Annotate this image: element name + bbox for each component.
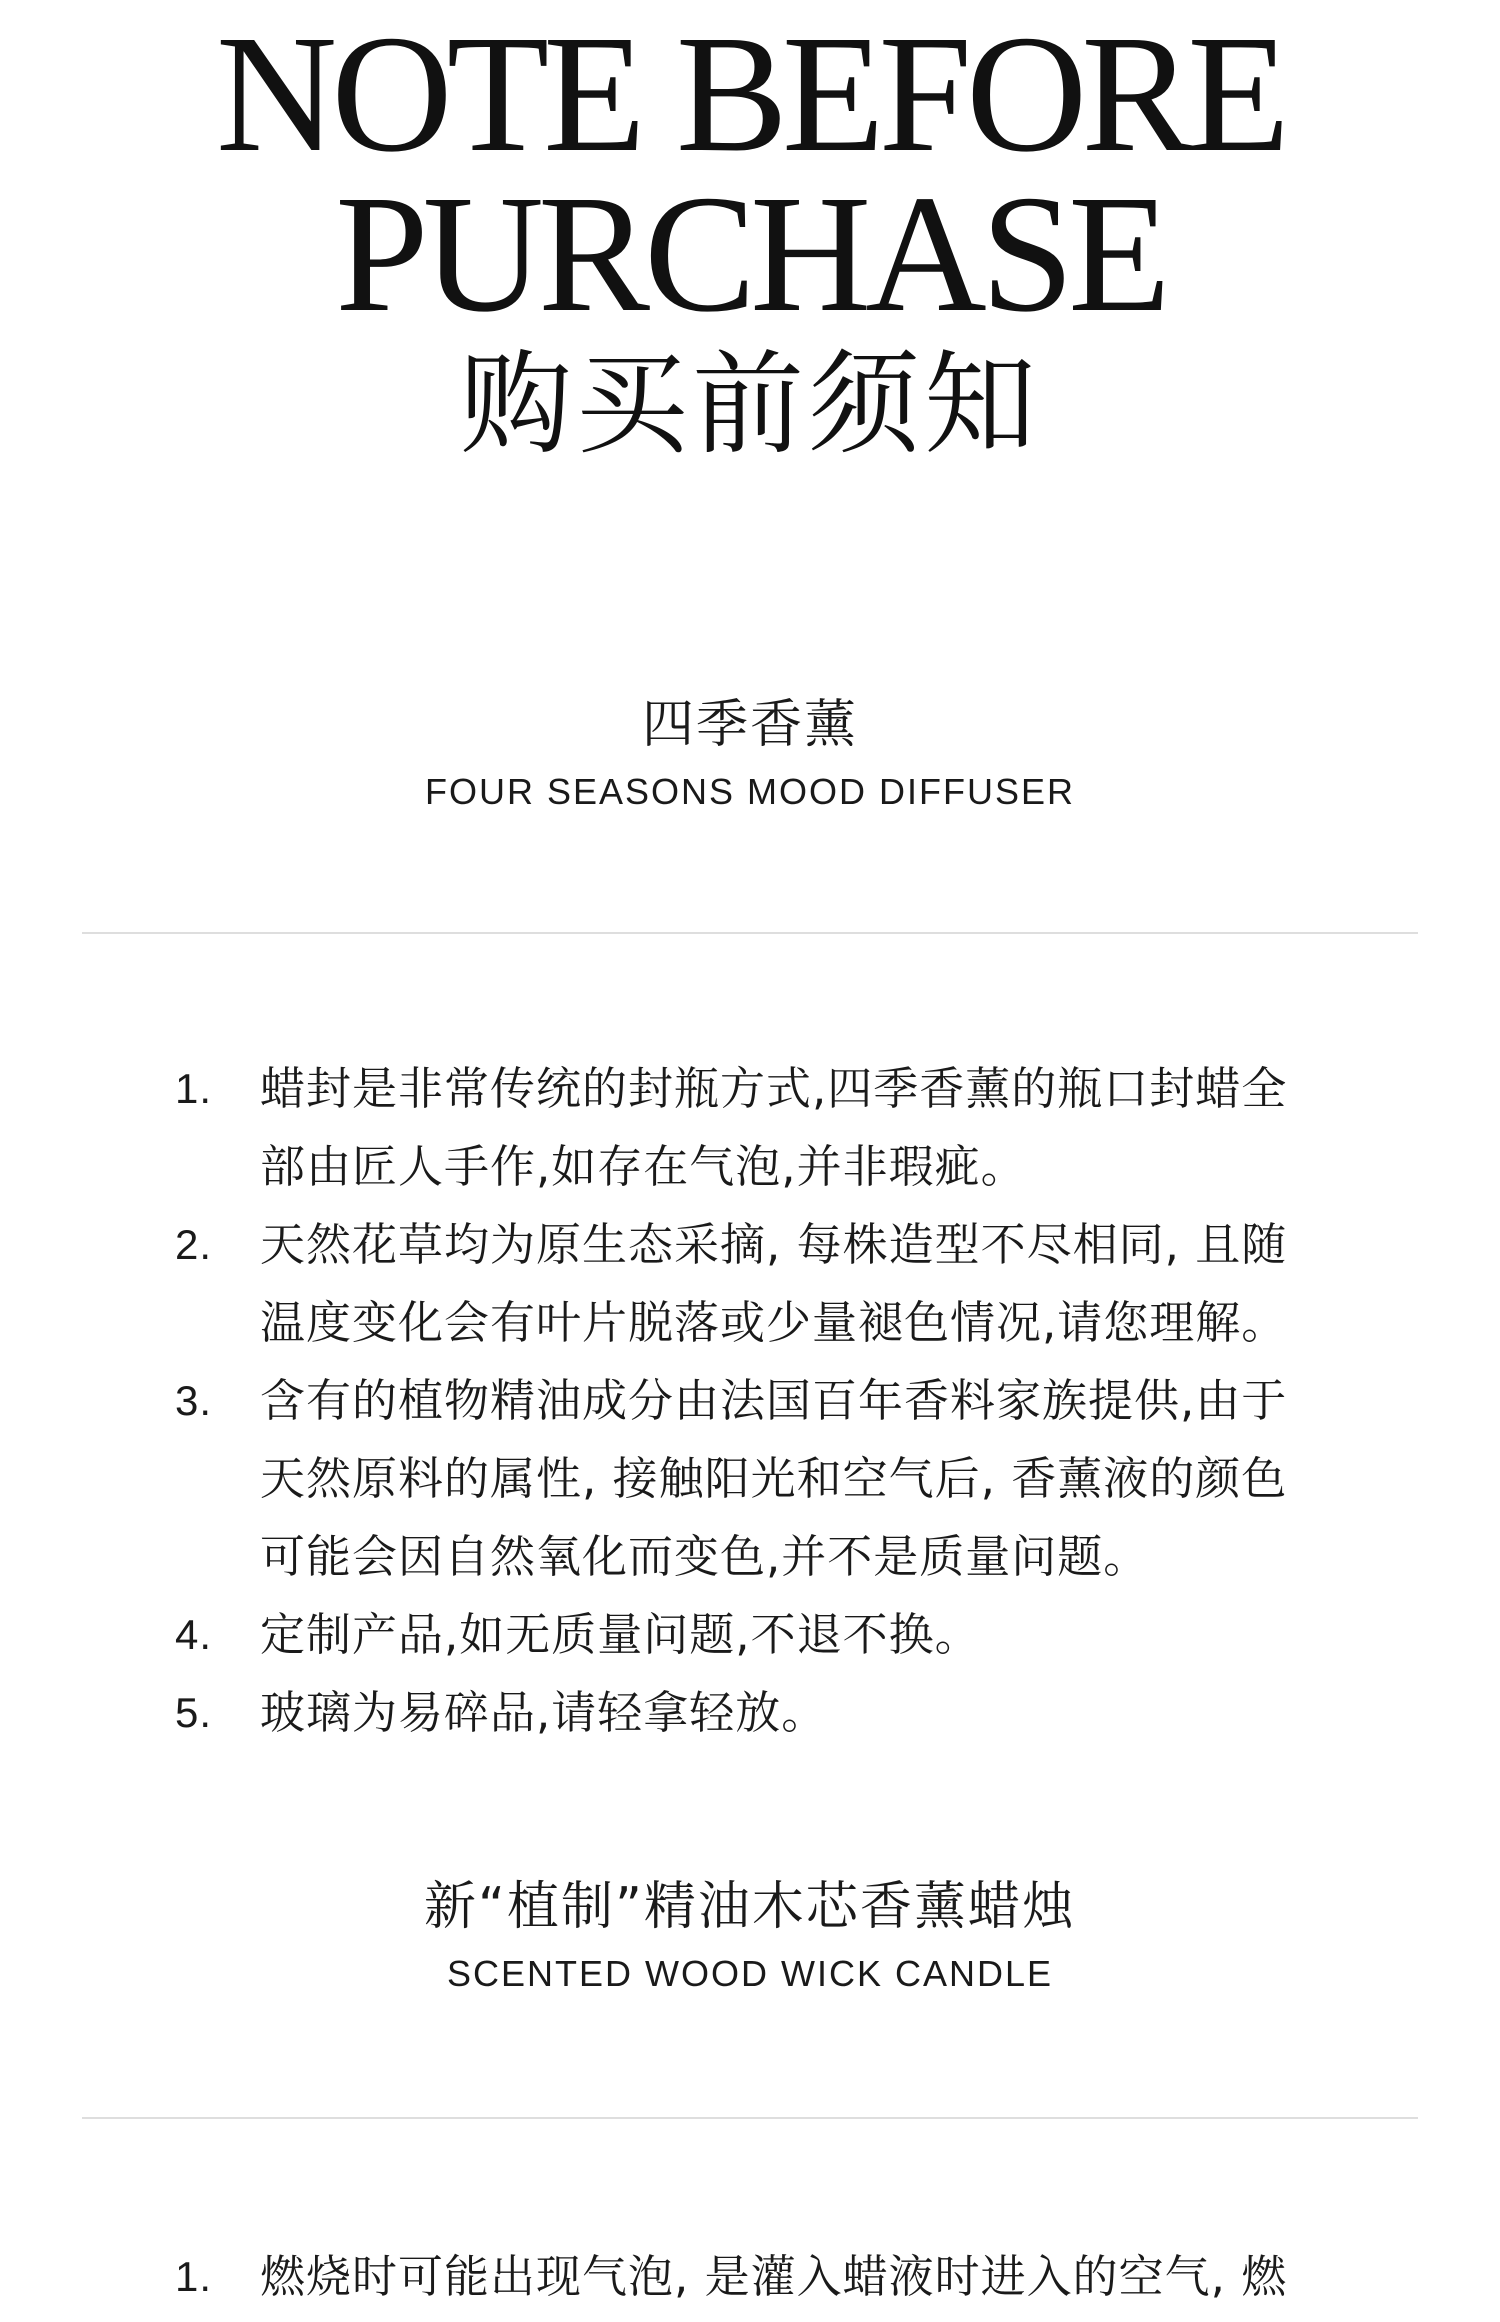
item-number: 5. [175,1689,213,1736]
item-number: 1. [175,1065,213,1112]
item-text: 定制产品,如无质量问题,不退不换。 [260,1608,981,1661]
section-title-zh: 四季香薰 [641,695,858,755]
page-title-english [0,1,1500,347]
section-title-zh: 新“植制”精油木芯香薰蜡烛 [424,1877,1076,1937]
list-item [0,1206,1500,1362]
section-divider [82,932,1418,934]
list-item [0,1596,1500,1674]
item-text: 含有的植物精油成分由法国百年香料家族提供,由于天然原料的属性, 接触阳光和空气后, 香薰液的颜色可能会因自然氧化而变色,并不是质量问题。 [260,1374,1288,1583]
item-number: 1. [175,2253,213,2300]
section-title-en: SCENTED WOOD WICK CANDLE [446,1953,1054,1994]
list-item [0,1362,1500,1596]
item-number: 2. [175,1221,213,1268]
item-number: 4. [175,1611,213,1658]
page-title-chinese: 购买前须知 [460,340,1040,470]
section-header-diffuser [0,690,1500,816]
candle-notes-list [0,2238,1500,2316]
item-text: 燃烧时可能出现气泡, 是灌入蜡液时进入的空气, 燃 [260,2250,1288,2303]
section-title-en: FOUR SEASONS MOOD DIFFUSER [424,771,1076,812]
item-text: 蜡封是非常传统的封瓶方式,四季香薰的瓶口封蜡全部由匠人手作,如存在气泡,并非瑕疵。 [260,1062,1288,1193]
section-header-candle [0,1872,1500,1998]
item-number: 3. [175,1377,213,1424]
list-item [0,1050,1500,1206]
title-line-2: PURCHASE [335,161,1165,347]
section-divider [82,2117,1418,2119]
title-line-1: NOTE BEFORE [216,1,1284,187]
item-text: 玻璃为易碎品,请轻拿轻放。 [260,1686,828,1739]
list-item [0,1674,1500,1752]
list-item [0,2238,1500,2316]
diffuser-notes-list [0,1050,1500,1752]
item-text: 天然花草均为原生态采摘, 每株造型不尽相同, 且随温度变化会有叶片脱落或少量褪色情况,请您理解。 [260,1218,1288,1349]
